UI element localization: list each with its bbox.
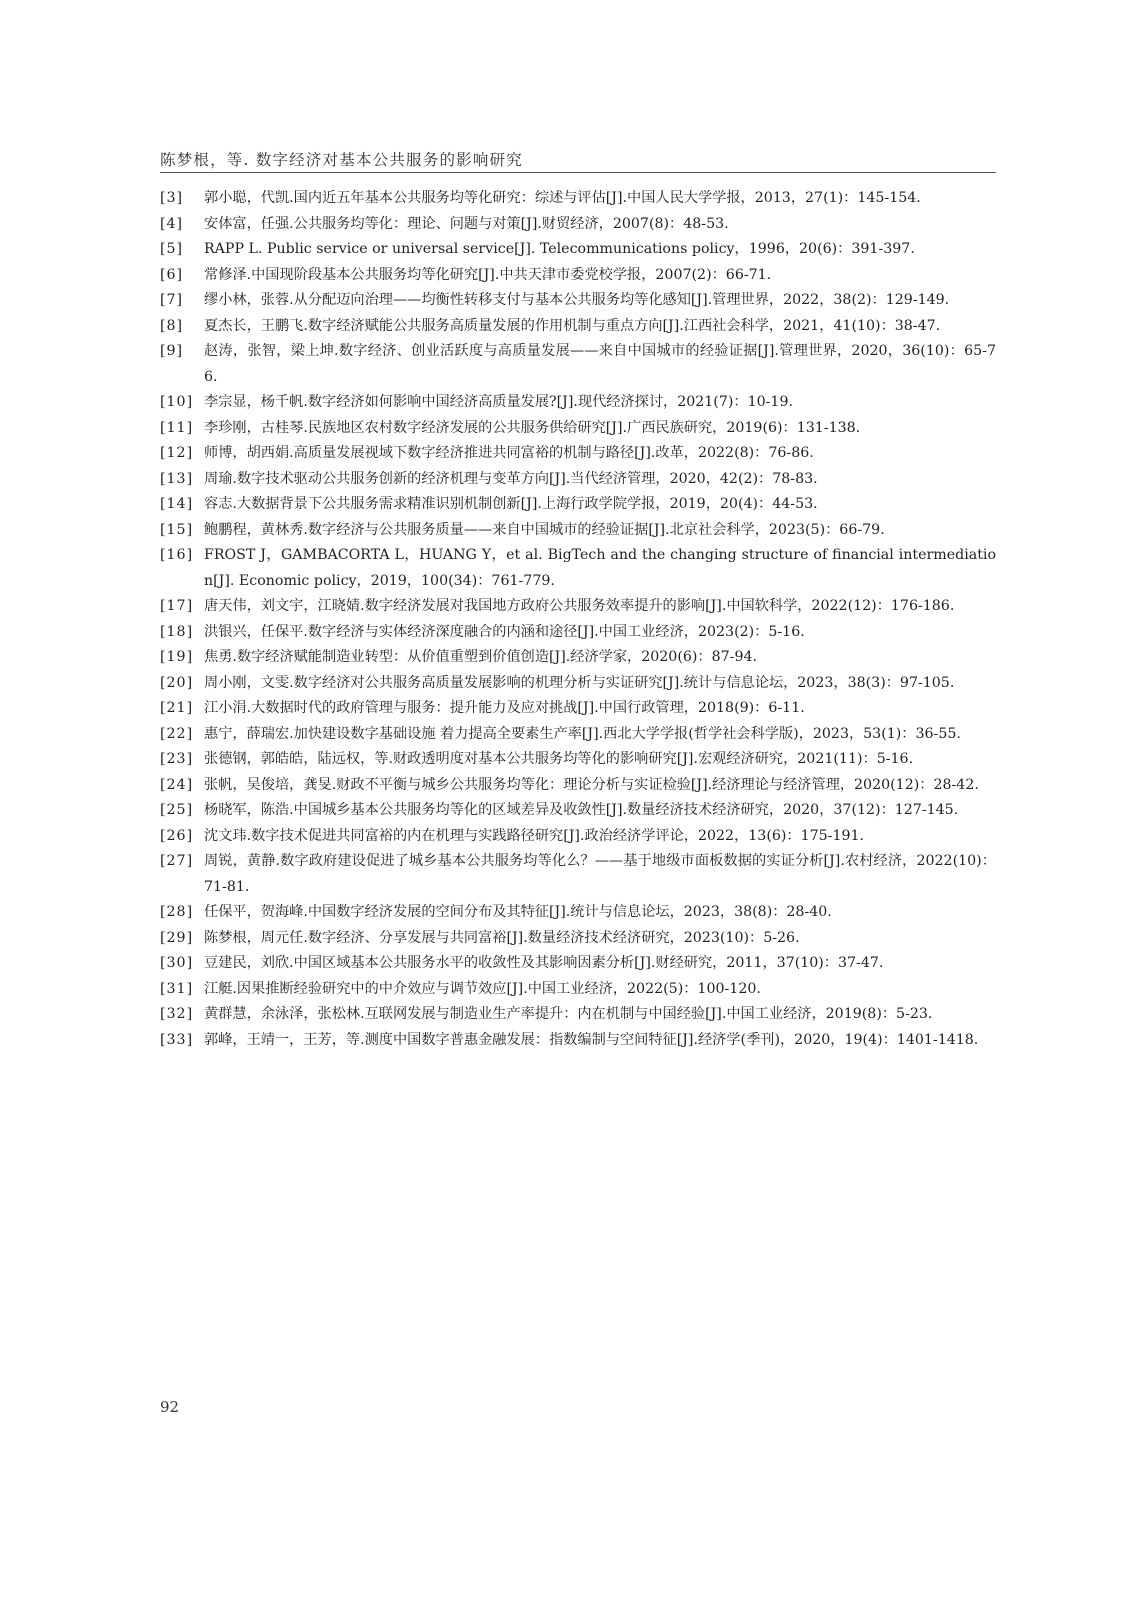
reference-text: 周小刚，文雯.数字经济对公共服务高质量发展影响的机理分析与实证研究[J].统计与信息论坛，2023，38(3)：97-105. xyxy=(204,674,955,691)
reference-item xyxy=(160,798,996,824)
reference-text: 鲍鹏程，黄林秀.数字经济与公共服务质量——来自中国城市的经验证据[J].北京社会科学，2023(5)：66-79. xyxy=(204,521,885,538)
reference-text: 张德钢，郭皓皓，陆远权，等.财政透明度对基本公共服务均等化的影响研究[J].宏观经济研究，2021(11)：5-16. xyxy=(204,751,914,767)
reference-text: 郭小聪，代凯.国内近五年基本公共服务均等化研究：综述与评估[J].中国人民大学学报，2013，27(1)：145-154. xyxy=(204,190,921,206)
reference-item xyxy=(160,467,996,493)
reference-text: 周锐，黄静.数字政府建设促进了城乡基本公共服务均等化么？——基于地级市面板数据的实证分析[J].农村经济，2022(10)：71-81. xyxy=(204,853,996,895)
reference-number: [3] xyxy=(160,190,184,206)
reference-item xyxy=(160,594,996,620)
reference-number: [17] xyxy=(160,598,194,614)
reference-number: [8] xyxy=(160,317,184,334)
reference-text: 杨晓军，陈浩.中国城乡基本公共服务均等化的区域差异及收敛性[J].数量经济技术经济研究，2020，37(12)：127-145. xyxy=(204,802,959,818)
reference-text: 江艇.因果推断经验研究中的中介效应与调节效应[J].中国工业经济，2022(5)：100-120. xyxy=(204,980,761,997)
reference-text: 沈文玮.数字技术促进共同富裕的内在机理与实践路径研究[J].政治经济学评论，2022，13(6)：175-191. xyxy=(204,827,865,844)
reference-text: 李珍刚，古桂琴.民族地区农村数字经济发展的公共服务供给研究[J].广西民族研究，2019(6)：131-138. xyxy=(204,419,861,436)
reference-item xyxy=(160,441,996,467)
reference-number: [14] xyxy=(160,496,194,512)
reference-text: 师博，胡西娟.高质量发展视域下数字经济推进共同富裕的机制与路径[J].改革，2022(8)：76-86. xyxy=(204,445,814,461)
reference-item xyxy=(160,263,996,289)
reference-number: [23] xyxy=(160,751,194,767)
reference-number: [7] xyxy=(160,292,184,308)
running-header: 陈梦根，等. 数字经济对基本公共服务的影响研究 xyxy=(160,151,523,169)
reference-text: 洪银兴，任保平.数字经济与实体经济深度融合的内涵和途径[J].中国工业经济，2023(2)：5-16. xyxy=(204,623,805,640)
reference-text: 陈梦根，周元任.数字经济、分享发展与共同富裕[J].数量经济技术经济研究，2023(10)：5-26. xyxy=(204,929,800,946)
reference-text: 张帆，吴俊培，龚旻.财政不平衡与城乡公共服务均等化：理论分析与实证检验[J].经济理论与经济管理，2020(12)：28-42. xyxy=(204,776,979,793)
reference-text: 周瑜.数字技术驱动公共服务创新的经济机理与变革方向[J].当代经济管理，2020，42(2)：78-83. xyxy=(204,470,818,487)
reference-item xyxy=(160,645,996,671)
reference-list xyxy=(160,186,996,1053)
reference-number: [20] xyxy=(160,674,194,691)
reference-text: 郭峰，王靖一，王芳，等.测度中国数字普惠金融发展：指数编制与空间特征[J].经济学(季刊)，2020，19(4)：1401-1418. xyxy=(204,1031,979,1048)
reference-item xyxy=(160,671,996,697)
reference-text: 常修泽.中国现阶段基本公共服务均等化研究[J].中共天津市委党校学报，2007(2)：66-71. xyxy=(204,266,772,283)
reference-number: [5] xyxy=(160,241,184,257)
reference-item xyxy=(160,492,996,518)
reference-item xyxy=(160,773,996,799)
reference-number: [26] xyxy=(160,827,194,844)
reference-text: 唐天伟，刘文宇，江晓婧.数字经济发展对我国地方政府公共服务效率提升的影响[J].中国软科学，2022(12)：176-186. xyxy=(204,598,955,614)
reference-item xyxy=(160,1002,996,1028)
reference-text: 赵涛，张智，梁上坤.数字经济、创业活跃度与高质量发展——来自中国城市的经验证据[J].管理世界，2020，36(10)：65-76. xyxy=(204,343,996,385)
reference-item xyxy=(160,824,996,850)
reference-item xyxy=(160,620,996,646)
reference-text: 惠宁，薛瑞宏.加快建设数字基础设施 着力提高全要素生产率[J].西北大学学报(哲学社会科学版)，2023，53(1)：36-55. xyxy=(204,725,961,742)
reference-text: 缪小林，张蓉.从分配迈向治理——均衡性转移支付与基本公共服务均等化感知[J].管理世界，2022，38(2)：129-149. xyxy=(204,292,950,308)
reference-number: [30] xyxy=(160,955,194,971)
reference-number: [18] xyxy=(160,623,194,640)
reference-number: [11] xyxy=(160,419,194,436)
reference-text: 李宗显，杨千帆.数字经济如何影响中国经济高质量发展?[J].现代经济探讨，2021(7)：10-19. xyxy=(204,394,793,410)
page-number: 92 xyxy=(160,1398,180,1416)
reference-text: 江小涓.大数据时代的政府管理与服务：提升能力及应对挑战[J].中国行政管理，2018(9)：6-11. xyxy=(204,700,805,716)
reference-number: [12] xyxy=(160,445,194,461)
reference-text: 黄群慧，余泳泽，张松林.互联网发展与制造业生产率提升：内在机制与中国经验[J].中国工业经济，2019(8)：5-23. xyxy=(204,1006,933,1022)
reference-item xyxy=(160,186,996,212)
reference-number: [33] xyxy=(160,1031,194,1048)
reference-item xyxy=(160,543,996,594)
reference-number: [19] xyxy=(160,649,194,665)
reference-number: [27] xyxy=(160,853,194,869)
reference-text: 任保平，贺海峰.中国数字经济发展的空间分布及其特征[J].统计与信息论坛，2023，38(8)：28-40. xyxy=(204,904,832,920)
reference-item xyxy=(160,288,996,314)
reference-number: [22] xyxy=(160,725,194,742)
reference-item xyxy=(160,390,996,416)
reference-number: [29] xyxy=(160,929,194,946)
reference-text: FROST J，GAMBACORTA L，HUANG Y，et al. BigTech and the changing structure of financial intermediation[J]. Economic policy，2019，100(34)：761-779. xyxy=(204,547,996,589)
reference-text: 容志.大数据背景下公共服务需求精准识别机制创新[J].上海行政学院学报，2019，20(4)：44-53. xyxy=(204,496,818,512)
reference-number: [4] xyxy=(160,215,184,232)
reference-item xyxy=(160,747,996,773)
reference-number: [13] xyxy=(160,470,194,487)
reference-number: [32] xyxy=(160,1006,194,1022)
reference-item xyxy=(160,212,996,238)
reference-number: [16] xyxy=(160,547,194,563)
reference-item xyxy=(160,696,996,722)
reference-number: [9] xyxy=(160,343,184,359)
reference-number: [21] xyxy=(160,700,194,716)
reference-number: [24] xyxy=(160,776,194,793)
reference-text: 夏杰长，王鹏飞.数字经济赋能公共服务高质量发展的作用机制与重点方向[J].江西社会科学，2021，41(10)：38-47. xyxy=(204,317,941,334)
reference-text: 焦勇.数字经济赋能制造业转型：从价值重塑到价值创造[J].经济学家，2020(6)：87-94. xyxy=(204,649,758,665)
reference-item xyxy=(160,900,996,926)
reference-number: [31] xyxy=(160,980,194,997)
reference-item xyxy=(160,518,996,544)
reference-item xyxy=(160,977,996,1003)
reference-text: RAPP L. Public service or universal service[J]. Telecommunications policy，1996，20(6)：391-397. xyxy=(204,241,915,257)
reference-item xyxy=(160,849,996,900)
reference-item xyxy=(160,951,996,977)
reference-item xyxy=(160,1028,996,1054)
reference-text: 安体富，任强.公共服务均等化：理论、问题与对策[J].财贸经济，2007(8)：48-53. xyxy=(204,215,729,232)
reference-item xyxy=(160,416,996,442)
reference-number: [25] xyxy=(160,802,194,818)
reference-text: 豆建民，刘欣.中国区域基本公共服务水平的收敛性及其影响因素分析[J].财经研究，2011，37(10)：37-47. xyxy=(204,955,884,971)
reference-item xyxy=(160,722,996,748)
reference-item xyxy=(160,314,996,340)
reference-number: [10] xyxy=(160,394,194,410)
reference-item xyxy=(160,926,996,952)
header-divider xyxy=(160,172,996,173)
reference-number: [6] xyxy=(160,266,184,283)
reference-number: [15] xyxy=(160,521,194,538)
reference-number: [28] xyxy=(160,904,194,920)
reference-item xyxy=(160,339,996,390)
reference-item xyxy=(160,237,996,263)
